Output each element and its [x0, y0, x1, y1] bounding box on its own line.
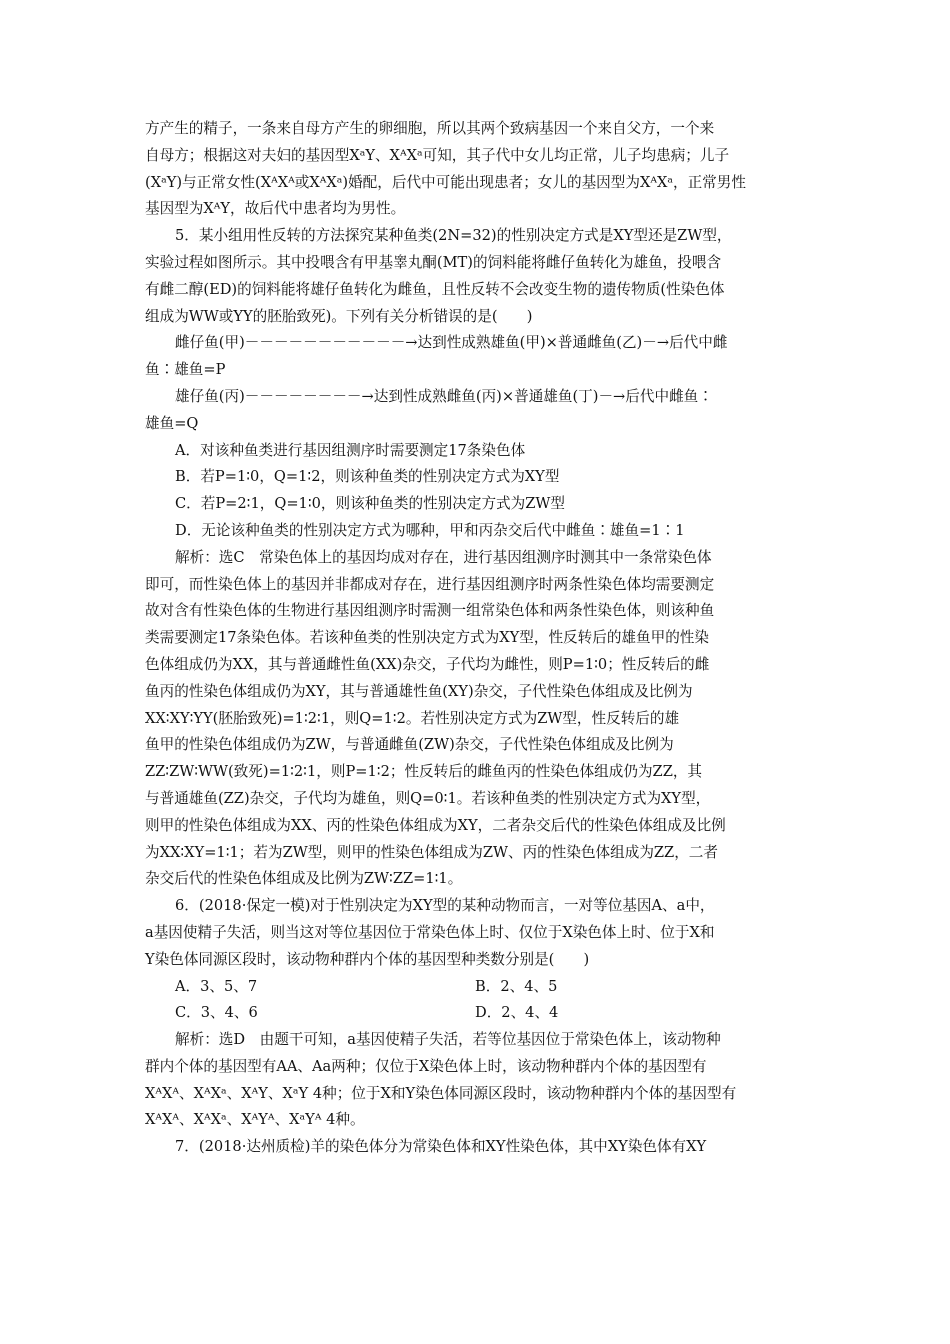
- flow-line-2-cont: 雄鱼=Q: [145, 414, 199, 432]
- analysis-line: 鱼丙的性染色体组成仍为XY，其与普通雄性鱼(XY)杂交，子代性染色体组成及比例为: [145, 682, 693, 700]
- analysis-line: 杂交后代的性染色体组成及比例为ZW∶ZZ=1∶1。: [145, 870, 463, 888]
- option-c: C．若P=2∶1，Q=1∶0，则该种鱼类的性别决定方式为ZW型: [175, 495, 565, 513]
- flow-line-2: 雄仔鱼(丙)－－－－－－－－→达到性成熟雌鱼(丙)×普通雄鱼(丁)－→后代中雌鱼∶: [175, 387, 713, 405]
- flow-line-1-cont: 鱼∶雄鱼=P: [145, 361, 226, 379]
- options-row-2: [145, 1000, 815, 1027]
- question-5: [145, 223, 815, 893]
- question-stem: 6．(2018·保定一模)对于性别决定为XY型的某种动物而言，一对等位基因A、a中，: [175, 897, 715, 915]
- analysis-line: 为XX∶XY=1∶1；若为ZW型，则甲的性染色体组成为ZW、丙的性染色体组成为ZZ，二者: [145, 843, 718, 861]
- flow-line-1: 雌仔鱼(甲)－－－－－－－－－－－→达到性成熟雄鱼(甲)×普通雌鱼(乙)－→后代中雌: [175, 334, 728, 352]
- analysis-line: 鱼甲的性染色体组成仍为ZW，与普通雌鱼(ZW)杂交，子代性染色体组成及比例为: [145, 736, 674, 754]
- option-d: D．2、4、4: [475, 1004, 559, 1022]
- option-c: C．3、4、6: [175, 1004, 258, 1022]
- question-7: [145, 1134, 815, 1161]
- options-row-1: [145, 974, 815, 1001]
- option-a: A．对该种鱼类进行基因组测序时需要测定17条染色体: [175, 441, 526, 459]
- question-stem: 组成为WW或YY的胚胎致死)。下列有关分析错误的是( ): [145, 307, 533, 325]
- analysis-line: 类需要测定17条染色体。若该种鱼类的性别决定方式为XY型，性反转后的雄鱼甲的性染: [145, 629, 709, 647]
- text-line: 自母方；根据这对夫妇的基因型XᵃY、XᴬXᵃ可知，其子代中女儿均正常，儿子均患病；儿子: [145, 146, 730, 164]
- analysis-line: 故对含有性染色体的生物进行基因组测序时需测一组常染色体和两条性染色体，则该种鱼: [145, 602, 715, 620]
- text-line: (XᵃY)与正常女性(XᴬXᴬ或XᴬXᵃ)婚配，后代中可能出现患者；女儿的基因型为XᴬXᵃ，正常男性: [145, 173, 746, 191]
- analysis-line: 色体组成仍为XX，其与普通雌性鱼(XX)杂交，子代均为雌性，则P=1∶0；性反转后的雌: [145, 655, 710, 673]
- question-stem: 实验过程如图所示。其中投喂含有甲基睾丸酮(MT)的饲料能将雌仔鱼转化为雄鱼，投喂含: [145, 253, 722, 271]
- option-a: A．3、5、7: [175, 977, 258, 995]
- analysis-line: 与普通雄鱼(ZZ)杂交，子代均为雄鱼，则Q=0∶1。若该种鱼类的性别决定方式为XY型，: [145, 789, 711, 807]
- document-page: [145, 116, 815, 1161]
- analysis-line: 解析：选D 由题干可知，a基因使精子失活，若等位基因位于常染色体上，该动物种: [175, 1031, 721, 1049]
- text-line: 基因型为XᴬY，故后代中患者均为男性。: [145, 200, 406, 218]
- question-6: [145, 893, 815, 1134]
- option-d: D．无论该种鱼类的性别决定方式为哪种，甲和丙杂交后代中雌鱼∶雄鱼=1∶1: [175, 521, 685, 539]
- continued-analysis: [145, 116, 815, 223]
- analysis-line: 解析：选C 常染色体上的基因均成对存在，进行基因组测序时测其中一条常染色体: [175, 548, 712, 566]
- analysis-line: ZZ∶ZW∶WW(致死)=1∶2∶1，则P=1∶2；性反转后的雌鱼丙的性染色体组成仍为ZZ，其: [145, 763, 703, 781]
- analysis-line: XᴬXᴬ、XᴬXᵃ、XᴬY、XᵃY 4种；位于X和Y染色体同源区段时，该动物种群内个体的基因型有: [145, 1084, 737, 1102]
- analysis-line: XX∶XY∶YY(胚胎致死)=1∶2∶1，则Q=1∶2。若性别决定方式为ZW型，性反转后的雄: [145, 709, 680, 727]
- question-stem: a基因使精子失活，则当这对等位基因位于常染色体上时、仅位于X染色体上时、位于X和: [145, 923, 715, 941]
- analysis-line: XᴬXᴬ、XᴬXᵃ、XᴬYᴬ、XᵃYᴬ 4种。: [145, 1111, 365, 1129]
- text-line: 方产生的精子，一条来自母方产生的卵细胞，所以其两个致病基因一个来自父方，一个来: [145, 120, 715, 137]
- analysis-line: 则甲的性染色体组成为XX、丙的性染色体组成为XY，二者杂交后代的性染色体组成及比例: [145, 816, 726, 834]
- analysis-line: 群内个体的基因型有AA、Aa两种；仅位于X染色体上时，该动物种群内个体的基因型有: [145, 1057, 707, 1075]
- question-stem: Y染色体同源区段时，该动物种群内个体的基因型种类数分别是( ): [145, 950, 590, 968]
- question-stem: 7．(2018·达州质检)羊的染色体分为常染色体和XY性染色体，其中XY染色体有XY: [175, 1138, 707, 1156]
- analysis-line: 即可，而性染色体上的基因并非都成对存在，进行基因组测序时两条性染色体均需要测定: [145, 575, 715, 593]
- option-b: B．若P=1∶0，Q=1∶2，则该种鱼类的性别决定方式为XY型: [175, 468, 560, 486]
- question-stem: 5．某小组用性反转的方法探究某种鱼类(2N=32)的性别决定方式是XY型还是ZW型，: [175, 227, 732, 245]
- question-stem: 有雌二醇(ED)的饲料能将雄仔鱼转化为雌鱼，且性反转不会改变生物的遗传物质(性染色体: [145, 280, 725, 298]
- option-b: B．2、4、5: [475, 977, 558, 995]
